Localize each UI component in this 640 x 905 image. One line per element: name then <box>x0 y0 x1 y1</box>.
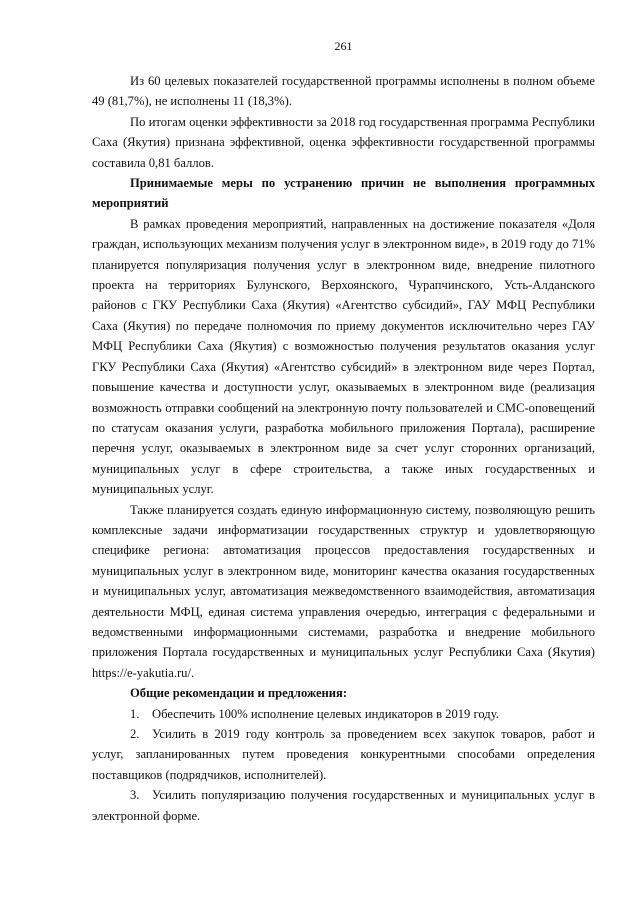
list-item-number: 1. <box>130 706 140 721</box>
list-item <box>92 724 595 785</box>
list-item <box>92 785 595 826</box>
list-item-text: Усилить популяризацию получения государственных и муниципальных услуг в электронной форме. <box>92 788 595 823</box>
paragraph-program-indicators: Из 60 целевых показателей государственной программы исполнены в полном объеме 49 (81,7%), не исполнены 11 (18,3%). <box>92 74 595 109</box>
section-heading-recommendations: Общие рекомендации и предложения: <box>130 686 348 701</box>
list-item-number: 2. <box>130 727 140 741</box>
paragraph-efficiency-assessment: По итогам оценки эффективности за 2018 год государственная программа Республики Саха (Якутия) признана эффективной, оценка эффективности государственной программы составила 0,81 баллов. <box>92 114 595 170</box>
list-item-text: Обеспечить 100% исполнение целевых индикаторов в 2019 году. <box>152 706 499 721</box>
list-item-number: 3. <box>130 788 140 803</box>
document-page <box>92 38 595 826</box>
list-item-text: Усилить в 2019 году контроль за проведением всех закупок товаров, работ и услуг, запланированных путем проведения конкурентными способами определения поставщиков (подрядчиков, исполнителей). <box>92 727 595 782</box>
page-number: 261 <box>334 39 353 53</box>
paragraph-electronic-services: В рамках проведения мероприятий, направленных на достижение показателя «Доля граждан, использующих механизм получения услуг в электронном виде», в 2019 году до 71% планируется популяризация получения услуг в электронном виде, внедрение пилотного проекта на территориях Булунского, Верхоянского, Чурапчинского, Усть-Алданского районов с ГКУ Республики Саха (Якутия) «Агентство субсидий», ГАУ МФЦ Республики Саха (Якутия) по передаче полномочия по приему документов исключительно через ГАУ МФЦ Республики Саха (Якутия) с возможностью получения результатов оказания услуг ГКУ Республики Саха (Якутия) «Агентство субсидий» в электронном виде через Портал, повышение качества и доступности услуг, оказываемых в электронном виде (реализация возможность отправки сообщений на электронную почту пользователей и СМС-оповещений по статусам оказания услуги, разработка мобильного приложения Портала), расширение перечня услуг, оказываемых в электронном виде за счет услуг сторонних организаций, муниципальных услуг в сфере строительства, а также иных государственных и муниципальных услуг. <box>92 216 595 497</box>
list-item <box>92 704 595 724</box>
paragraph-information-system: Также планируется создать единую информационную систему, позволяющую решить комплексные задачи информатизации государственных структур и удовлетворяющую специфике региона: автоматизация процессов предоставления государственных и муниципальных услуг в электронном виде, мониторинг качества оказания государственных и муниципальных услуг, автоматизация межведомственного взаимодействия, автоматизация деятельности МФЦ, единая система управления очередью, интеграция с федеральными и ведомственными информационными системами, разработка и внедрение мобильного приложения Портала государственных и муниципальных услуг Республики Саха (Якутия) https://e-yakutia.ru/. <box>92 502 595 680</box>
section-heading-measures: Принимаемые меры по устранению причин не выполнения программных мероприятий <box>92 176 595 211</box>
